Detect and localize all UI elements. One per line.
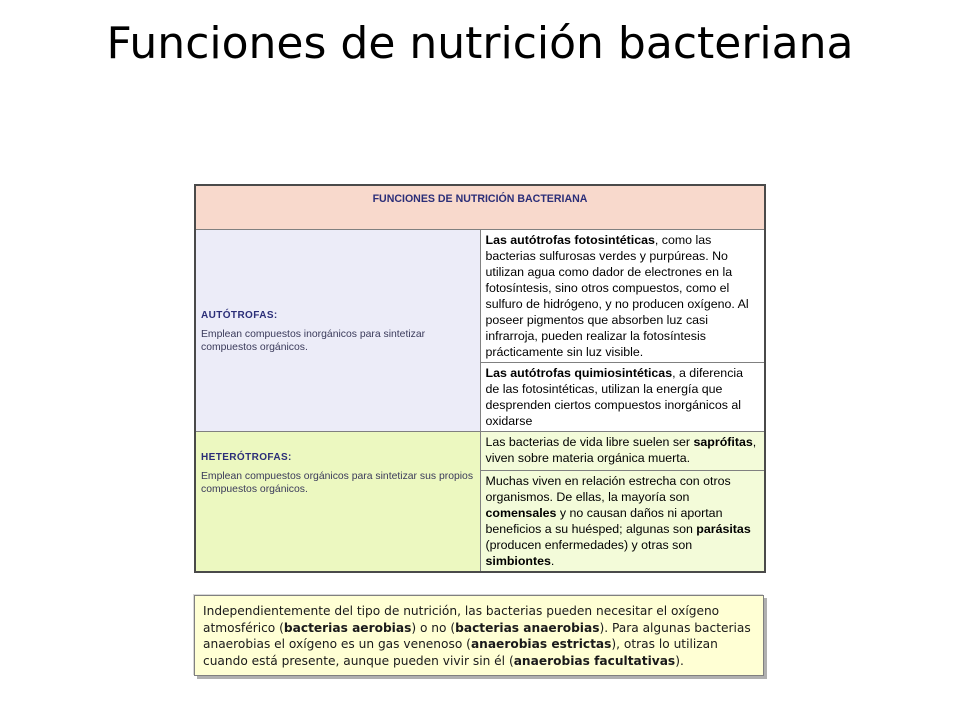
nutrition-figure bbox=[194, 184, 768, 676]
saprofitas-text-b: , viven sobre materia orgánica muerta. bbox=[485, 435, 757, 465]
relaciones-text-c: (producen enfermedades) y otras son bbox=[485, 538, 693, 552]
heterotrofas-cell bbox=[195, 432, 480, 573]
autotrofas-label: AUTÓTROFAS: bbox=[201, 309, 278, 321]
quimiosinteticas-cell bbox=[480, 363, 765, 432]
comensales-term: comensales bbox=[485, 506, 557, 520]
parasitas-term: parásitas bbox=[696, 522, 751, 536]
relaciones-text-a: Muchas viven en relación estrecha con otros organismos. De ellas, la mayoría son bbox=[485, 474, 731, 504]
nutrition-table bbox=[194, 184, 766, 573]
simbiontes-term: simbiontes bbox=[485, 554, 551, 568]
note-text-4: ), otras lo utilizan cuando está presente, aunque pueden vivir sin él ( bbox=[203, 637, 718, 668]
note-term-estrictas: anaerobias estrictas bbox=[470, 637, 612, 651]
note-text-5: ). bbox=[675, 653, 684, 668]
heterotrofas-label: HETERÓTROFAS: bbox=[201, 452, 292, 463]
table-header: FUNCIONES DE NUTRICIÓN BACTERIANA bbox=[195, 185, 765, 230]
saprofitas-cell bbox=[480, 432, 765, 471]
quimiosinteticas-text: , a diferencia de las fotosintéticas, utilizan la energía que desprenden ciertos compuestos inorgánicos al oxidarse bbox=[485, 366, 744, 428]
autotrofas-description: Emplean compuestos inorgánicos para sintetizar compuestos orgánicos. bbox=[201, 328, 426, 353]
heterotrofas-description: Emplean compuestos orgánicos para sintetizar sus propios compuestos orgánicos. bbox=[201, 471, 474, 495]
saprofitas-text-a: Las bacterias de vida libre suelen ser bbox=[485, 435, 694, 449]
fotosinteticas-term: Las autótrofas fotosintéticas bbox=[485, 233, 655, 247]
note-text-1: Independientemente del tipo de nutrición, las bacterias pueden necesitar el oxígeno atmosférico ( bbox=[203, 604, 720, 635]
note-term-anaerobias: bacterias anaerobias bbox=[455, 620, 600, 635]
saprofitas-term: saprófitas bbox=[693, 435, 753, 449]
fotosinteticas-text: , como las bacterias sulfurosas verdes y purpúreas. No utilizan agua como dador de electrones en la fotosíntesis, sino otros compuestos, como el sulfuro de hidrógeno, y no producen oxígeno. Al poseer pigmentos que absorben luz casi infrarroja, pueden realizar la fotosíntesis prácticamente sin luz visible. bbox=[485, 233, 749, 359]
oxygen-note bbox=[194, 595, 764, 676]
fotosinteticas-cell bbox=[480, 230, 765, 363]
note-text-2: ) o no ( bbox=[411, 620, 456, 635]
autotrofas-cell bbox=[195, 230, 480, 432]
quimiosinteticas-term: Las autótrofas quimiosintéticas bbox=[485, 366, 673, 380]
relaciones-text-b: y no causan daños ni aportan beneficios a su huésped; algunas son bbox=[485, 506, 723, 536]
relaciones-cell bbox=[480, 471, 765, 573]
note-text-3: ). Para algunas bacterias anaerobias el oxígeno es un gas venenoso ( bbox=[203, 620, 751, 651]
note-term-facultativas: anaerobias facultativas bbox=[513, 653, 676, 668]
note-term-aerobias: bacterias aerobias bbox=[283, 620, 412, 635]
slide-title: Funciones de nutrición bacteriana bbox=[106, 18, 854, 69]
relaciones-text-d: . bbox=[550, 554, 555, 568]
